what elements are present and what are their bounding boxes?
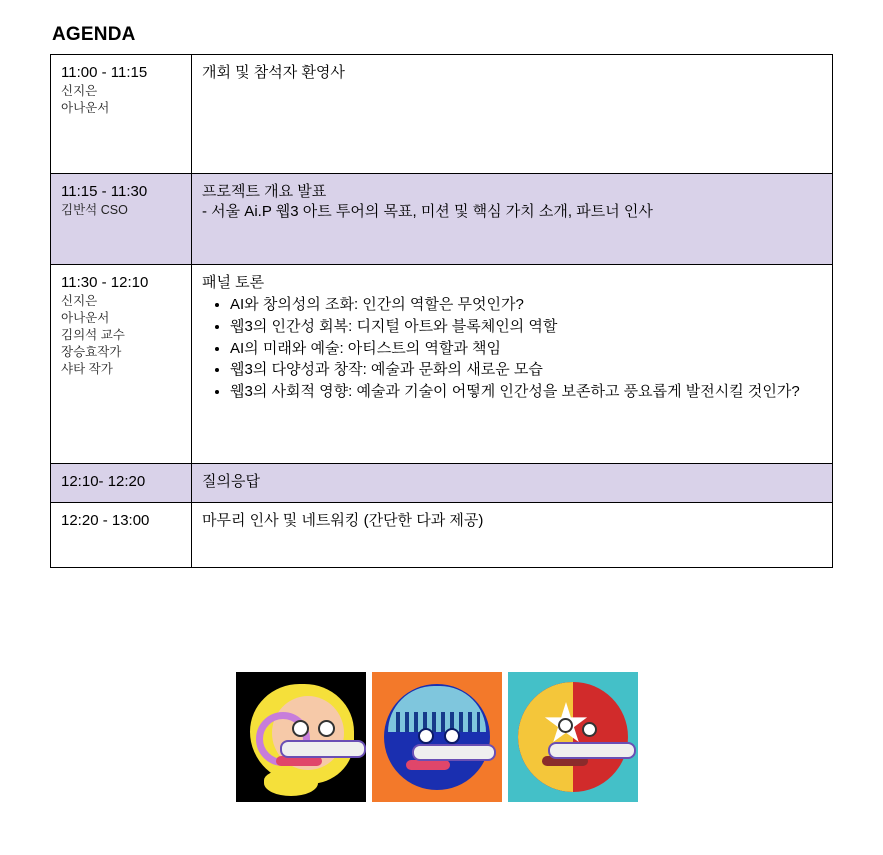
agenda-speaker: 김의석 교수 [61,328,125,343]
artwork-red-star-character [508,672,638,802]
agenda-desc-cell [192,503,833,568]
list-item: • 웹3의 사회적 영향: 예술과 기술이 어떻게 인간성을 보존하고 풍요롭게 발전시킬 것인가? [230,382,822,403]
agenda-desc-line: - 서울 Ai.P 웹3 아트 투어의 목표, 미션 및 핵심 가치 소개, 파트너 인사 [202,203,653,221]
page-title: AGENDA [52,24,136,45]
agenda-time-cell [51,55,192,174]
agenda-speaker: 신지은 [61,294,98,309]
agenda-speaker: 신지은 [61,84,98,99]
list-item: • AI와 창의성의 조화: 인간의 역할은 무엇인가? [230,295,822,316]
agenda-time-cell [51,503,192,568]
agenda-desc-line: 프로젝트 개요 발표 [202,183,327,200]
artwork-strip [236,672,638,802]
agenda-table [50,54,833,568]
list-item: • 웹3의 다양성과 창작: 예술과 문화의 새로운 모습 [230,360,822,381]
table-row [51,464,833,503]
agenda-time-cell [51,174,192,265]
agenda-desc-line: 패널 토론 [202,274,265,291]
agenda-speaker-role: 아나운서 [61,311,110,326]
agenda-desc-cell [192,174,833,265]
table-row [51,55,833,174]
table-row [51,265,833,464]
agenda-time: 12:10- 12:20 [61,473,146,490]
agenda-time-cell [51,464,192,503]
agenda-desc-line: 질의응답 [202,473,260,490]
agenda-time-cell [51,265,192,464]
agenda-time: 11:15 - 11:30 [61,183,148,200]
agenda-speaker: 샤타 작가 [61,362,113,377]
agenda-time: 12:20 - 13:00 [61,512,150,530]
agenda-desc-cell [192,265,833,464]
agenda-desc-line: 개회 및 참석자 환영사 [202,64,345,81]
artwork-yellow-hair-character [236,672,366,802]
list-item: • 웹3의 인간성 회복: 디지털 아트와 블록체인의 역할 [230,317,822,338]
panel-topics-list [202,295,822,402]
agenda-speaker: 김반석 CSO [61,203,128,218]
agenda-speaker: 장승효작가 [61,345,122,360]
artwork-blue-city-character [372,672,502,802]
agenda-desc-cell [192,55,833,174]
table-row [51,503,833,568]
table-row [51,174,833,265]
list-item: • AI의 미래와 예술: 아티스트의 역할과 책임 [230,339,822,360]
agenda-speaker-role: 아나운서 [61,101,110,116]
agenda-desc-cell [192,464,833,503]
agenda-time: 11:30 - 12:10 [61,274,149,291]
agenda-desc-line: 마무리 인사 및 네트워킹 (간단한 다과 제공) [202,512,484,530]
agenda-time: 11:00 - 11:15 [61,64,148,81]
